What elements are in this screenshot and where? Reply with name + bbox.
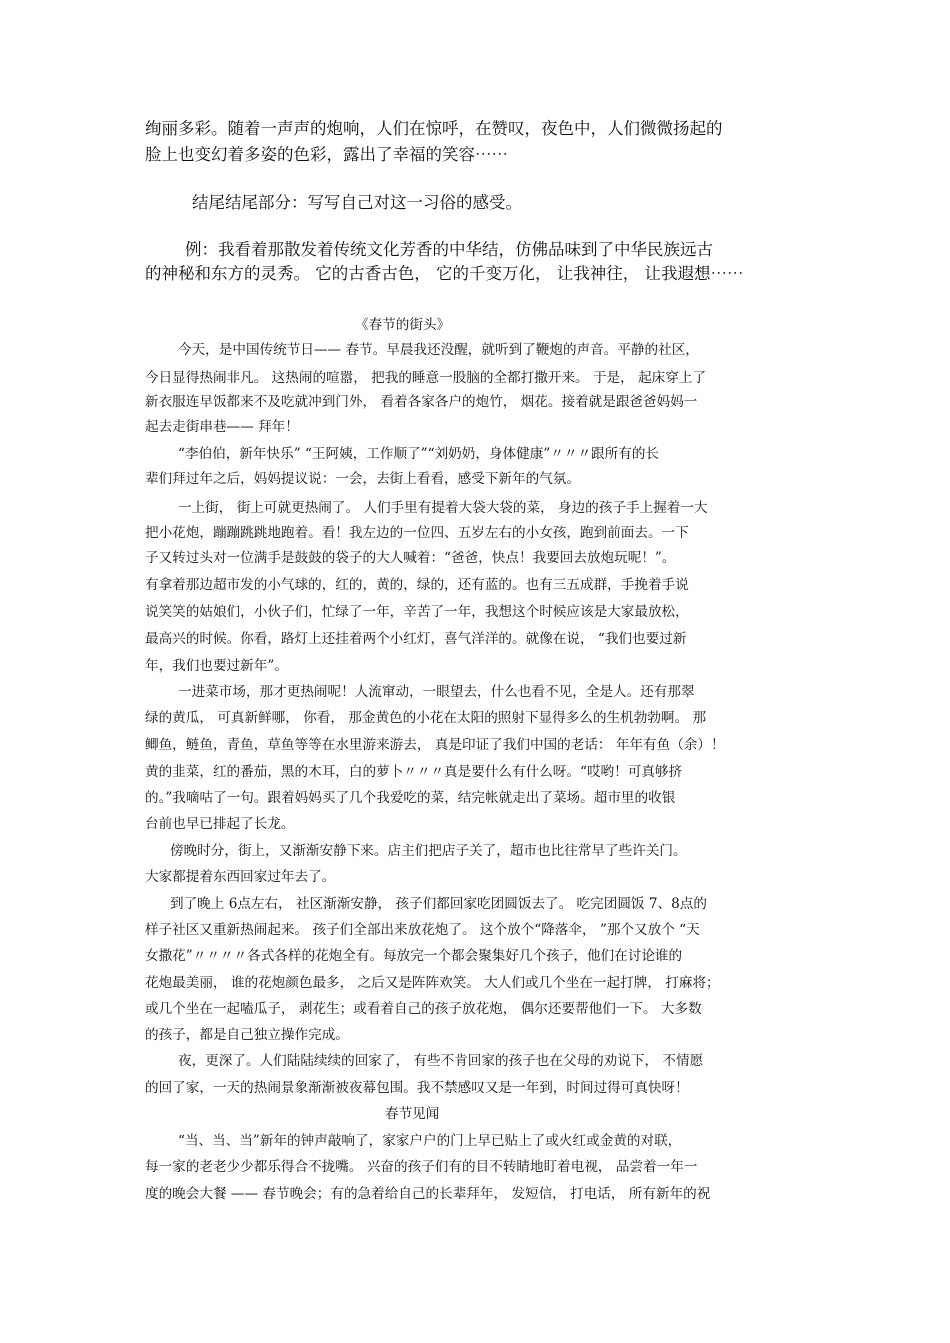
essay-line: 傍晚时分，街上，又渐渐安静下来。店主们把店子关了，超市也比往常早了些许关门。 bbox=[170, 843, 687, 859]
essay-line: 花炮最美丽， 谁的花炮颜色最多， 之后又是阵阵欢笑。 大人们或几个坐在一起打牌， 打麻将； bbox=[145, 975, 720, 991]
essay-line: 到了晚上 6点左右， 社区渐渐安静， 孩子们都回家吃团圆饭去了。 吃完团圆饭 7、8点的 bbox=[170, 896, 707, 912]
essay-line: 新衣服连早饭都来不及吃就冲到门外， 看着各家各户的炮竹， 烟花。接着就是跟爸爸妈妈一 bbox=[145, 394, 698, 410]
example-line: 的神秘和东方的灵秀。 它的古香古色， 它的千变万化， 让我神往， 让我遐想⋯⋯ bbox=[145, 264, 744, 283]
essay-line: “当、当、当”新年的钟声敲响了，家家户户的门上早已贴上了或火红或金黄的对联， bbox=[178, 1133, 682, 1149]
essay-line: 今天，是中国传统节日—— 春节。早晨我还没醒，就听到了鞭炮的声音。平静的社区， bbox=[178, 342, 699, 358]
essay-line: 夜，更深了。人们陆陆续续的回家了， 有些不肯回家的孩子也在父母的劝说下， 不情愿 bbox=[178, 1053, 704, 1069]
essay-line: 女撒花”〃〃〃〃各式各样的花炮全有。每放完一个都会聚集好几个孩子，他们在讨论谁的 bbox=[145, 948, 683, 964]
essay-line: 起去走街串巷—— 拜年！ bbox=[145, 419, 299, 435]
essay-line: 的孩子，都是自己独立操作完成。 bbox=[145, 1027, 349, 1043]
essay-title: 《春节的街头》 bbox=[355, 317, 451, 333]
essay-line: 一上街， 街上可就更热闹了。 人们手里有提着大袋大袋的菜， 身边的孩子手上握着一大 bbox=[178, 500, 708, 516]
essay-line: 绿的黄瓜， 可真新鲜哪， 你看， 那金黄色的小花在太阳的照射下显得多么的生机勃勃啊。 那 bbox=[145, 710, 707, 726]
essay-line: 台前也早已排起了长龙。 bbox=[145, 816, 295, 832]
essay-line: 把小花炮，蹦蹦跳跳地跑着。看！我左边的一位四、五岁左右的小女孩，跑到前面去。一下 bbox=[145, 525, 689, 541]
section-heading: 结尾结尾部分：写写自己对这一习俗的感受。 bbox=[192, 193, 522, 212]
essay-line: 说笑笑的姑娘们，小伙子们，忙绿了一年，辛苦了一年，我想这个时候应该是大家最放松， bbox=[145, 604, 689, 620]
essay-line: 每一家的老老少少都乐得合不拢嘴。 兴奋的孩子们有的目不转睛地盯着电视， 品尝着一年一 bbox=[145, 1159, 698, 1175]
intro-line: 绚丽多彩。随着一声声的炮响，人们在惊呼，在赞叹，夜色中，人们微微扬起的 bbox=[145, 119, 723, 138]
intro-line: 脸上也变幻着多姿的色彩，露出了幸福的笑容⋯⋯ bbox=[145, 145, 508, 164]
essay-line: 辈们拜过年之后，妈妈提议说：一会，去街上看看，感受下新年的气氛。 bbox=[145, 471, 580, 487]
essay-line: 子又转过头对一位满手是鼓鼓的袋子的大人喊着：“爸爸，快点！我要回去放炮玩呢！”。 bbox=[145, 550, 676, 566]
essay-line: 最高兴的时候。你看，路灯上还挂着两个小红灯，喜气洋洋的。就像在说， “我们也要过新 bbox=[145, 631, 687, 647]
essay-line: 大家都提着东西回家过年去了。 bbox=[145, 869, 336, 885]
essay-line: 黄的韭菜，红的番茄，黑的木耳，白的萝卜〃〃〃真是要什么有什么呀。“哎哟！可真够挤 bbox=[145, 764, 683, 780]
essay-title: 春节见闻 bbox=[385, 1106, 440, 1122]
essay-line: 一进菜市场，那才更热闹呢！人流窜动，一眼望去，什么也看不见，全是人。还有那翠 bbox=[178, 684, 695, 700]
essay-line: 的。”我嘀咕了一句。跟着妈妈买了几个我爱吃的菜，结完帐就走出了菜场。超市里的收银 bbox=[145, 790, 676, 806]
essay-line: 或几个坐在一起嗑瓜子， 剥花生；或看着自己的孩子放花炮， 偶尔还要帮他们一下。 大多数 bbox=[145, 1001, 702, 1017]
essay-line: 样子社区又重新热闹起来。 孩子们全部出来放花炮了。 这个放个“降落伞， ”那个又放个 “天 bbox=[145, 922, 700, 938]
example-line: 例：我看着那散发着传统文化芳香的中华结，仿佛品味到了中华民族远古 bbox=[185, 240, 713, 259]
essay-line: 今日显得热闹非凡。 这热闹的喧嚣， 把我的睡意一股脑的全都打撒开来。 于是， 起床穿上了 bbox=[145, 370, 707, 386]
essay-line: 度的晚会大餐 —— 春节晚会；有的急着给自己的长辈拜年， 发短信， 打电话， 所有新年的祝 bbox=[145, 1186, 711, 1202]
essay-line: 年，我们也要过新年”。 bbox=[145, 658, 288, 674]
essay-line: 的回了家，一天的热闹景象渐渐被夜幕包围。我不禁感叹又是一年到，时间过得可真快呀！ bbox=[145, 1080, 689, 1096]
essay-line: 有拿着那边超市发的小气球的，红的，黄的，绿的，还有蓝的。也有三五成群，手挽着手说 bbox=[145, 577, 689, 593]
essay-line: “李伯伯，新年快乐” “王阿姨，工作顺了”“刘奶奶，身体健康”〃〃〃跟所有的长 bbox=[178, 446, 660, 462]
essay-line: 鲫鱼，鲢鱼，青鱼，草鱼等等在水里游来游去， 真是印证了我们中国的老话： 年年有鱼（余）！ bbox=[145, 737, 725, 753]
